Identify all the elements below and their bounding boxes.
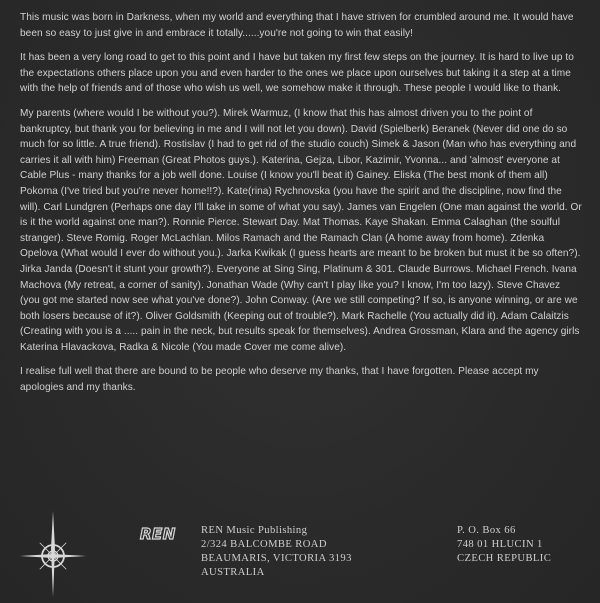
czech-city: 748 01 HLUCIN 1	[457, 539, 543, 550]
czech-address	[457, 524, 551, 566]
journey-paragraph: It has been a very long road to get to this point and I have but taken my first few steps on the journey. It is hard to live up to the expectations others place upon you and even harder to the ones we place upon ourselves but taking it a step at a time with the help of friends and of those who wish us well, we somehow make it through. These people I would like to thank.	[20, 52, 574, 95]
thanks-paragraph: My parents (where would I be without you?). Mirek Warmuz, (I know that this has almost driven you to the point of bankruptcy, but thank you for believing in me and I will not let you down). David (Spielberk) Beranek (Never did one do so much for so little. A true friend). Rostislav (I had to get rid of the studio couch) Simek & Jason (Man who has everything and carries it all with him) Freeman (Great Photos guys.). Katerina, Gejza, Libor, Kazimir, Yvonna... and 'almost' everyone at Cable Plus - many thanks for a job well done. Louise (I know you'll beat it) Gainey. Eliska (The best monk of them all) Pokorna (I've tried but you're never home!!?). Kate(rina) Rychnovska (you have the spirit and the discipline, now find the will). Carl Lundgren (Perhaps one day I'll take in some of what you say). James van Engelen (One man against the world. Or is it the world against one man?). Ronnie Pierce. Stewart Day. Mat Thomas. Kaye Shakan. Emma Calaghan (the soulful stranger). Steve Romig. Roger McLachlan. Milos Ramach and the Ramach Clan (A home away from home). Zdenka Opelova (What would I ever do without you.). Jarka Kwikak (I guess hearts are meant to be broken but must it be so often?). Jirka Janda (Doesn't it stunt your growth?). Everyone at Sing Sing, Platinum & 301. Claude Burrows. Michael French. Ivana Machova (My retreat, a corner of sanity). Jonathan Wade (Why can't I play like you? I know, I'm too lazy). Steve Chavez (you got me started now see what you've done?). John Conway. (Are we still competing? If so, is anyone winning, or are we both losers because of it?). Oliver Goldsmith (Keeping out of trouble?). Mark Rachelle (You actually did it). Adam Calaitzis (Creating with you is a ..... pain in the neck, but results speak for themselves). Andrea Grossman, Klara and the agency girls Katerina Hlavackova, Radka & Nicole (You made Cover me come alive).	[20, 107, 582, 353]
closing-paragraph: I realise full well that there are bound to be people who deserve my thanks, that I have forgotten. Please accept my apologies and my thanks.	[20, 366, 539, 394]
publisher-name: REN Music Publishing	[201, 525, 308, 536]
cross-compass-emblem-icon	[18, 509, 88, 601]
intro-paragraph: This music was born in Darkness, when my world and everything that I have striven for crumbled around me. It would have been so easy to just give in and embrace it totally......you're not going to win that easily!	[20, 12, 574, 39]
publisher-country: AUSTRALIA	[201, 567, 265, 578]
ren-logo: REN	[140, 525, 176, 543]
publisher-street: 2/324 BALCOMBE ROAD	[201, 539, 327, 550]
publisher-city: BEAUMARIS, VICTORIA 3193	[201, 553, 352, 564]
liner-notes-body	[20, 10, 582, 405]
czech-pobox: P. O. Box 66	[457, 525, 516, 536]
czech-country: CZECH REPUBLIC	[457, 553, 552, 564]
publisher-address	[201, 524, 352, 580]
footer	[0, 505, 600, 603]
